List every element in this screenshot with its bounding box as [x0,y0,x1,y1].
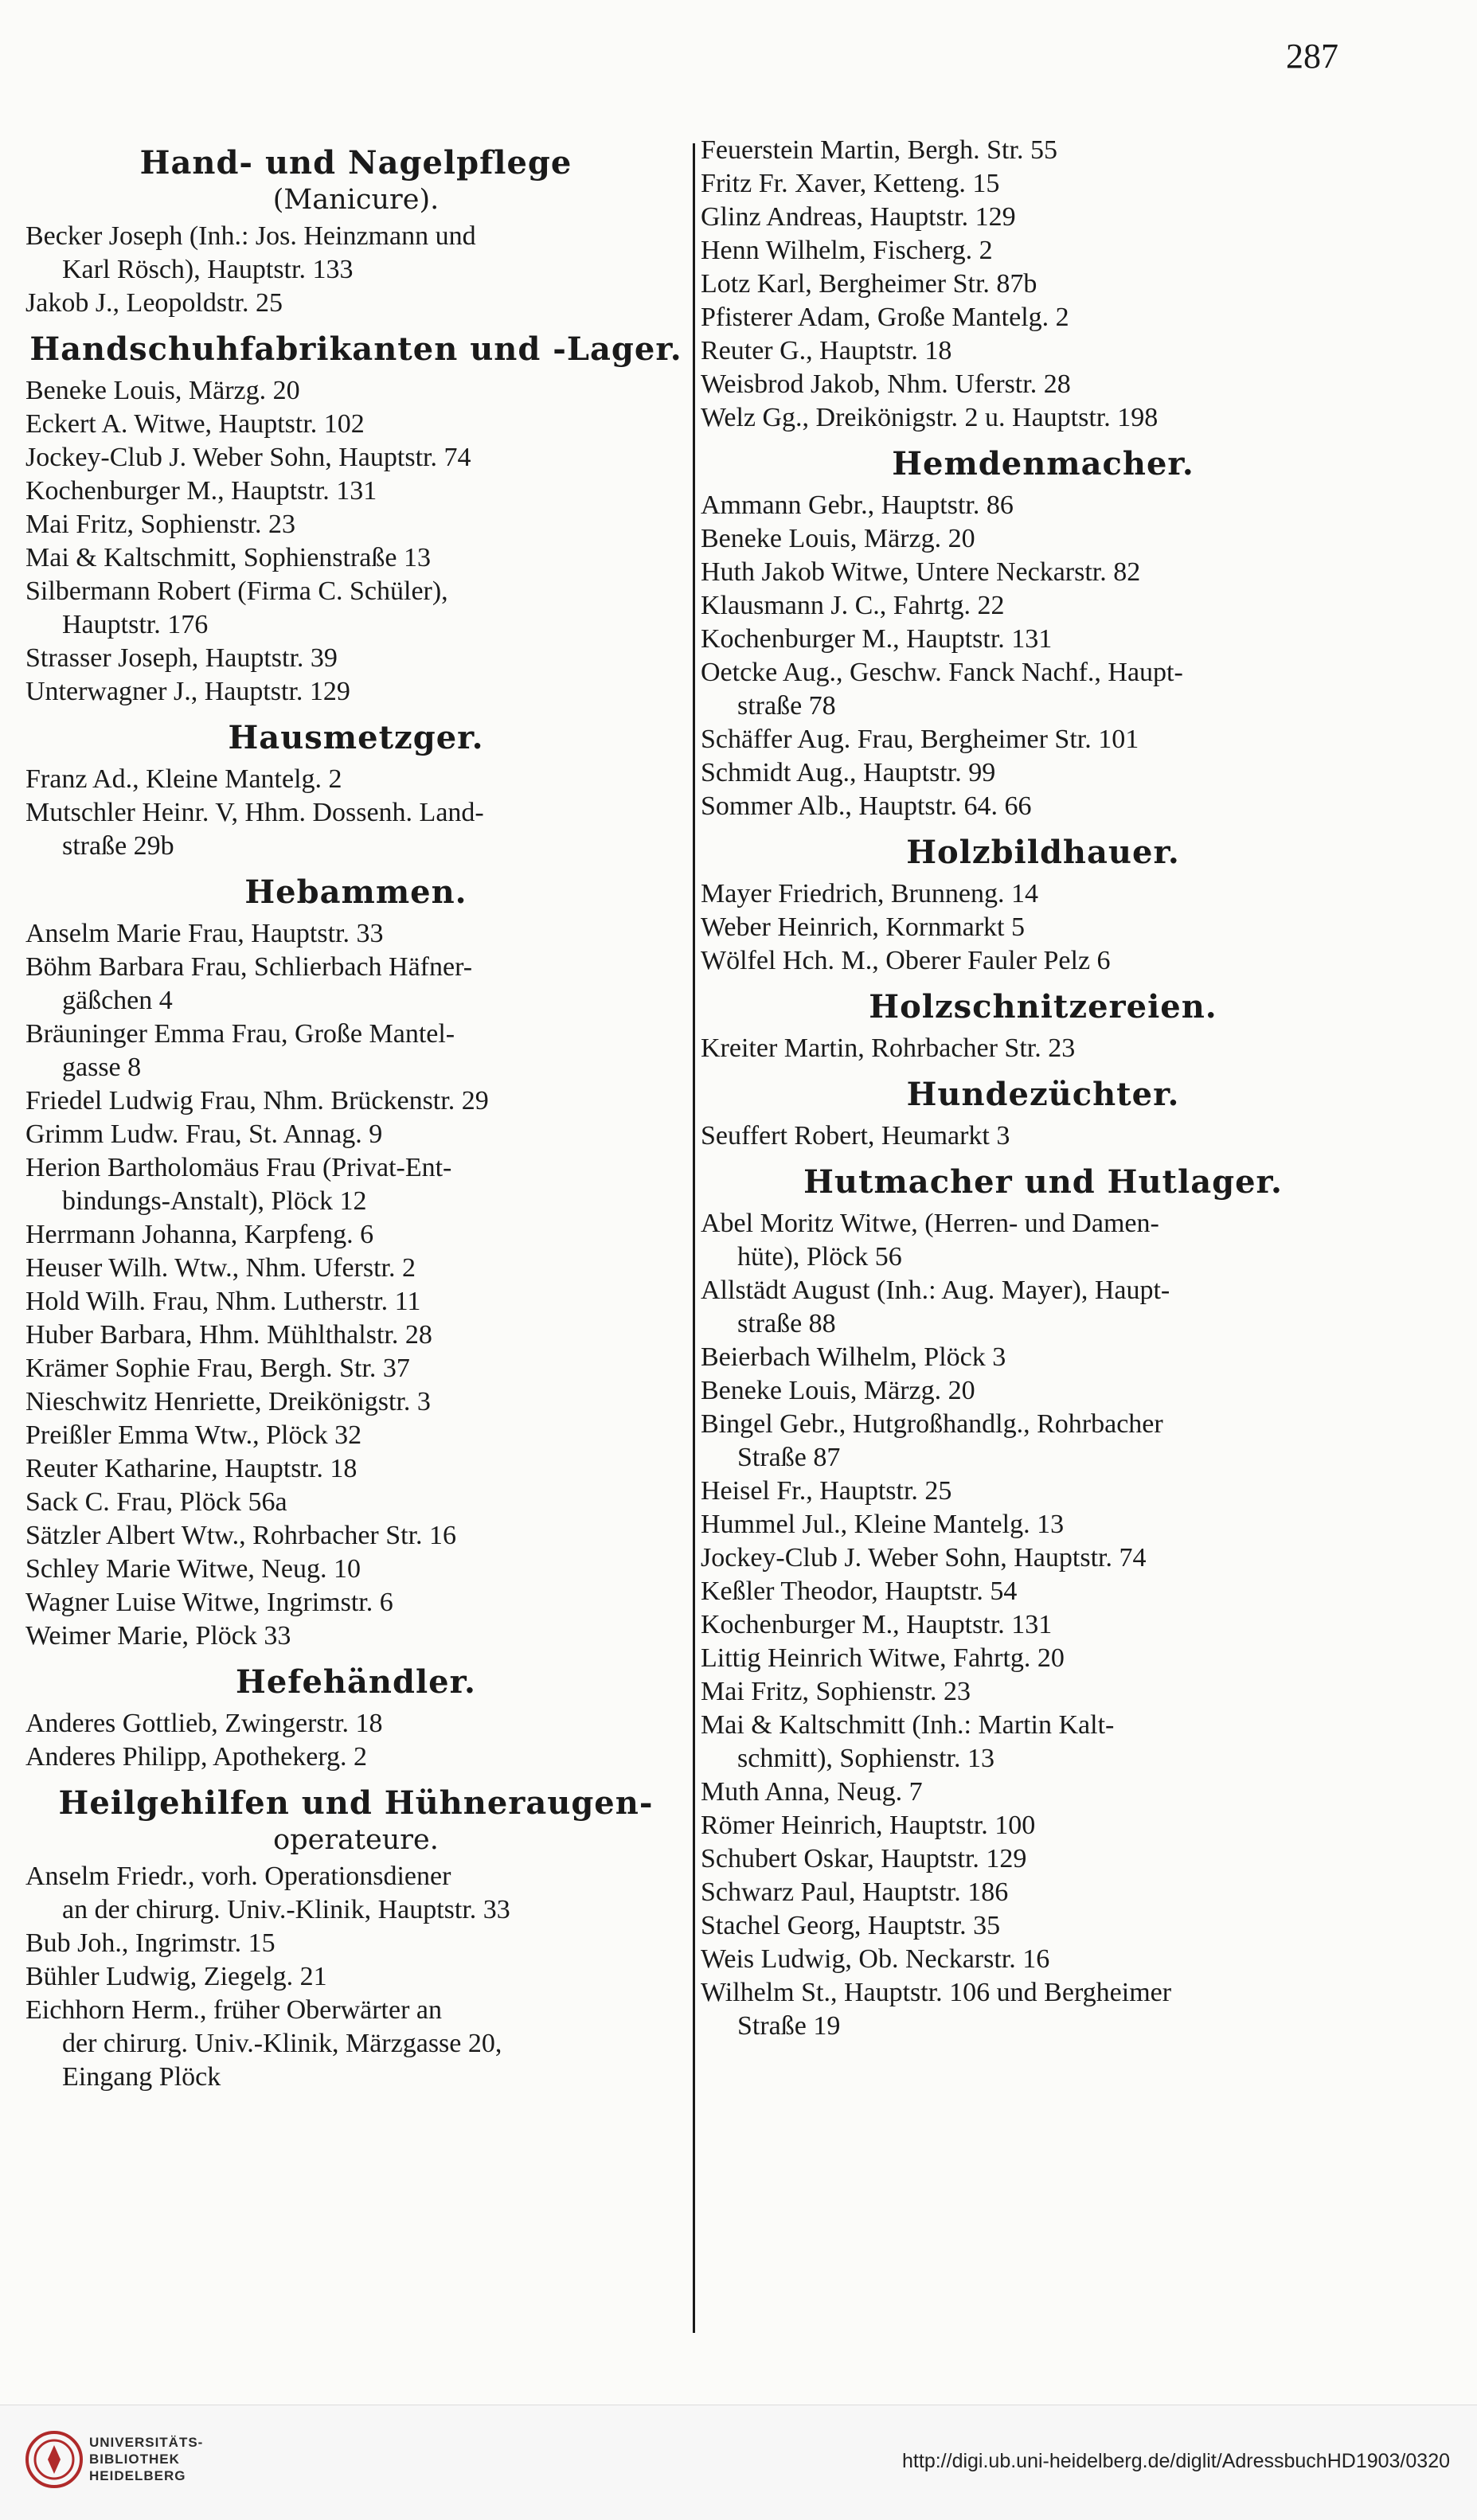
entry-line: Kreiter Martin, Rohrbacher Str. 23 [701,1033,1076,1063]
directory-entry [25,1352,686,1385]
entry-line: Sätzler Albert Wtw., Rohrbacher Str. 16 [25,1521,457,1550]
entry-line: Friedel Ludwig Frau, Nhm. Brückenstr. 29 [25,1086,489,1115]
entry-line: Lotz Karl, Bergheimer Str. 87b [701,269,1037,299]
directory-entry [25,1586,686,1619]
directory-entry [701,522,1385,556]
directory-entry [25,408,686,441]
entry-line: Bingel Gebr., Hutgroßhandlg., Rohrbacher [701,1409,1163,1439]
entry-continuation: straße 78 [737,691,836,721]
entry-line: Heisel Fr., Hauptstr. 25 [701,1476,952,1506]
directory-entry [701,1842,1385,1876]
directory-entry [25,1486,686,1519]
library-name-line: BIBLIOTHEK [89,2452,180,2467]
directory-entry [25,1218,686,1252]
directory-entry [701,656,1385,723]
directory-entry [701,1341,1385,1374]
directory-entry [701,1809,1385,1842]
section-subheading: operateure. [273,1824,439,1856]
directory-entry [701,1608,1385,1642]
entry-line: Klausmann J. C., Fahrtg. 22 [701,591,1005,620]
directory-entry [701,1475,1385,1508]
entry-line: Huber Barbara, Hhm. Mühlthalstr. 28 [25,1320,432,1350]
entry-line: Bub Joh., Ingrimstr. 15 [25,1928,275,1958]
directory-entry [701,589,1385,623]
entry-line: Schmidt Aug., Hauptstr. 99 [701,758,996,787]
entry-line: Feuerstein Martin, Bergh. Str. 55 [701,135,1057,165]
directory-entry [25,475,686,508]
directory-entry [701,368,1385,401]
directory-entry [701,1374,1385,1408]
entry-line: Kochenburger M., Hauptstr. 131 [25,476,377,506]
directory-entry [701,234,1385,268]
directory-entry [25,1151,686,1218]
section-heading: Hausmetzger. [228,719,484,756]
section-heading: Hefehändler. [236,1663,476,1701]
entry-line: Weis Ludwig, Ob. Neckarstr. 16 [701,1944,1050,1974]
directory-entry [25,575,686,642]
entry-line: Glinz Andreas, Hauptstr. 129 [701,202,1016,232]
directory-entry [701,167,1385,201]
directory-entry [701,401,1385,435]
entry-line: Beneke Louis, Märzg. 20 [25,376,300,405]
entry-line: Mai & Kaltschmitt, Sophienstraße 13 [25,543,431,572]
section-heading: Hutmacher und Hutlager. [803,1163,1283,1201]
section-subheading: (Manicure). [272,184,440,216]
entry-line: Mutschler Heinr. V, Hhm. Dossenh. Land- [25,798,484,827]
entry-continuation: Karl Rösch), Hauptstr. 133 [62,255,354,284]
section-heading: Handschuhfabrikanten und -Lager. [29,330,682,368]
entry-line: Eichhorn Herm., früher Oberwärter an [25,1995,442,2025]
entry-line: Becker Joseph (Inh.: Jos. Heinzmann und [25,221,476,251]
entry-continuation: bindungs-Anstalt), Plöck 12 [62,1186,367,1216]
entry-continuation: schmitt), Sophienstr. 13 [737,1744,994,1773]
directory-entry [25,1419,686,1452]
entry-continuation: straße 88 [737,1309,836,1338]
entry-line: Jockey-Club J. Weber Sohn, Hauptstr. 74 [701,1543,1147,1573]
page-number: 287 [1286,37,1338,76]
entry-continuation: Straße 87 [737,1443,841,1472]
university-seal-icon [22,2428,86,2491]
directory-entry [25,1285,686,1319]
entry-line: Anderes Gottlieb, Zwingerstr. 18 [25,1709,383,1738]
entry-line: Weimer Marie, Plöck 33 [25,1621,291,1651]
entry-line: Franz Ad., Kleine Mantelg. 2 [25,764,342,794]
entry-line: Bräuninger Emma Frau, Große Mantel- [25,1019,455,1049]
entry-line: Beierbach Wilhelm, Plöck 3 [701,1342,1006,1372]
section-heading: Hebammen. [244,873,467,911]
entry-line: Schubert Oskar, Hauptstr. 129 [701,1844,1027,1873]
directory-entry [25,1619,686,1653]
directory-entry [25,1018,686,1084]
entry-line: Wilhelm St., Hauptstr. 106 und Bergheimer [701,1978,1172,2007]
entry-line: Herion Bartholomäus Frau (Privat-Ent- [25,1153,452,1182]
directory-entry [701,1119,1385,1153]
entry-line: Beneke Louis, Märzg. 20 [701,524,975,553]
entry-line: Hummel Jul., Kleine Mantelg. 13 [701,1510,1065,1539]
directory-entry [701,1909,1385,1943]
entry-line: Seuffert Robert, Heumarkt 3 [701,1121,1010,1151]
directory-entry [25,287,686,320]
entry-line: Stachel Georg, Hauptstr. 35 [701,1911,1001,1940]
directory-entry [25,1927,686,1960]
entry-line: Mai Fritz, Sophienstr. 23 [25,510,296,539]
directory-entry [701,1541,1385,1575]
entry-line: Römer Heinrich, Hauptstr. 100 [701,1811,1036,1840]
directory-entry [25,917,686,951]
directory-entry [701,1274,1385,1341]
entry-line: Strasser Joseph, Hauptstr. 39 [25,643,338,673]
directory-entry [25,1118,686,1151]
directory-entry [701,911,1385,944]
directory-entry [25,441,686,475]
entry-line: Schwarz Paul, Hauptstr. 186 [701,1877,1009,1907]
directory-entry [25,675,686,709]
directory-entry [701,1575,1385,1608]
entry-line: Weber Heinrich, Kornmarkt 5 [701,912,1026,942]
section-heading: Heilgehilfen und Hühneraugen- [58,1784,654,1822]
entry-line: Abel Moritz Witwe, (Herren- und Damen- [701,1209,1159,1238]
entry-line: Allstädt August (Inh.: Aug. Mayer), Haupt- [701,1276,1170,1305]
directory-entry [701,1642,1385,1675]
entry-line: Jockey-Club J. Weber Sohn, Hauptstr. 74 [25,443,471,472]
entry-line: Unterwagner J., Hauptstr. 129 [25,677,350,706]
source-url-link[interactable]: http://digi.ub.uni-heidelberg.de/diglit/AdressbuchHD1903/0320 [902,2450,1450,2472]
left-column [25,134,686,2094]
directory-entry [701,1776,1385,1809]
directory-entry [25,1252,686,1285]
entry-line: Grimm Ludw. Frau, St. Annag. 9 [25,1119,383,1149]
entry-line: Reuter G., Hauptstr. 18 [701,336,952,365]
directory-entry [701,1032,1385,1065]
entry-continuation: hüte), Plöck 56 [737,1242,902,1272]
directory-entry [25,541,686,575]
directory-entry [25,642,686,675]
library-name-line: UNIVERSITÄTS- [89,2435,204,2450]
entry-line: Kochenburger M., Hauptstr. 131 [701,624,1053,654]
section-heading: Holzschnitzereien. [869,988,1217,1026]
directory-entry [25,220,686,287]
entry-line: Schley Marie Witwe, Neug. 10 [25,1554,361,1584]
directory-entry [25,951,686,1018]
directory-entry [25,1519,686,1553]
entry-continuation: Eingang Plöck [62,2062,221,2092]
directory-entry [701,877,1385,911]
entry-line: Mayer Friedrich, Brunneng. 14 [701,879,1038,908]
entry-line: Keßler Theodor, Hauptstr. 54 [701,1576,1018,1606]
entry-continuation: straße 29b [62,831,174,861]
directory-entry [701,201,1385,234]
entry-continuation: Hauptstr. 176 [62,610,209,639]
entry-line: Preißler Emma Wtw., Plöck 32 [25,1420,362,1450]
entry-line: Beneke Louis, Märzg. 20 [701,1376,975,1405]
entry-line: Böhm Barbara Frau, Schlierbach Häfner- [25,952,473,982]
entry-line: Sommer Alb., Hauptstr. 64. 66 [701,791,1032,821]
directory-entry [25,1319,686,1352]
footer-bar [0,2405,1477,2520]
column-divider [693,143,695,2333]
section-heading: Hand- und Nagelpflege [139,144,572,182]
entry-line: Silbermann Robert (Firma C. Schüler), [25,576,448,606]
directory-entry [25,1385,686,1419]
entry-line: Mai Fritz, Sophienstr. 23 [701,1677,971,1706]
library-name [89,2434,203,2484]
directory-entry [701,790,1385,823]
directory-entry [25,1994,686,2094]
directory-entry [25,1452,686,1486]
entry-line: Kochenburger M., Hauptstr. 131 [701,1610,1053,1639]
section-heading: Hundezüchter. [906,1076,1180,1113]
entry-line: Muth Anna, Neug. 7 [701,1777,923,1807]
entry-line: Krämer Sophie Frau, Bergh. Str. 37 [25,1354,410,1383]
entry-line: Welz Gg., Dreikönigstr. 2 u. Hauptstr. 198 [701,403,1159,432]
directory-entry [701,301,1385,334]
entry-line: Weisbrod Jakob, Nhm. Uferstr. 28 [701,369,1071,399]
library-name-line: HEIDELBERG [89,2468,186,2483]
directory-entry [701,1943,1385,1976]
directory-entry [701,944,1385,978]
directory-entry [701,1408,1385,1475]
entry-line: Herrmann Johanna, Karpfeng. 6 [25,1220,374,1249]
right-column [701,134,1385,2043]
entry-line: Reuter Katharine, Hauptstr. 18 [25,1454,358,1483]
entry-line: Huth Jakob Witwe, Untere Neckarstr. 82 [701,557,1141,587]
directory-entry [701,134,1385,167]
directory-entry [701,268,1385,301]
directory-entry [25,1860,686,1927]
directory-entry [701,1876,1385,1909]
entry-continuation: der chirurg. Univ.-Klinik, Märzgasse 20, [62,2029,502,2058]
entry-line: Henn Wilhelm, Fischerg. 2 [701,236,993,265]
directory-entry [701,334,1385,368]
entry-line: Ammann Gebr., Hauptstr. 86 [701,490,1014,520]
entry-line: Anderes Philipp, Apothekerg. 2 [25,1742,368,1772]
section-heading: Holzbildhauer. [906,834,1180,871]
entry-line: Nieschwitz Henriette, Dreikönigstr. 3 [25,1387,431,1416]
directory-entry [25,1553,686,1586]
entry-line: Pfisterer Adam, Große Mantelg. 2 [701,303,1069,332]
section-heading: Hemdenmacher. [892,445,1194,483]
entry-continuation: gäßchen 4 [62,986,173,1015]
directory-entry [701,1207,1385,1274]
directory-entry [701,1709,1385,1776]
entry-line: Heuser Wilh. Wtw., Nhm. Uferstr. 2 [25,1253,416,1283]
directory-entry [25,1707,686,1741]
entry-line: Hold Wilh. Frau, Nhm. Lutherstr. 11 [25,1287,421,1316]
entry-continuation: gasse 8 [62,1053,142,1082]
entry-continuation: an der chirurg. Univ.-Klinik, Hauptstr. 33 [62,1895,510,1924]
directory-entry [25,1084,686,1118]
entry-line: Mai & Kaltschmitt (Inh.: Martin Kalt- [701,1710,1115,1740]
entry-line: Sack C. Frau, Plöck 56a [25,1487,287,1517]
directory-entry [25,1960,686,1994]
entry-line: Littig Heinrich Witwe, Fahrtg. 20 [701,1643,1065,1673]
directory-entry [701,723,1385,756]
directory-entry [701,556,1385,589]
directory-entry [701,623,1385,656]
entry-line: Anselm Marie Frau, Hauptstr. 33 [25,919,384,948]
directory-entry [25,374,686,408]
entry-line: Oetcke Aug., Geschw. Fanck Nachf., Haupt- [701,658,1183,687]
entry-line: Bühler Ludwig, Ziegelg. 21 [25,1962,327,1991]
directory-entry [25,763,686,796]
entry-line: Schäffer Aug. Frau, Bergheimer Str. 101 [701,725,1139,754]
directory-entry [701,1508,1385,1541]
directory-entry [701,756,1385,790]
entry-line: Wölfel Hch. M., Oberer Fauler Pelz 6 [701,946,1111,975]
entry-line: Anselm Friedr., vorh. Operationsdiener [25,1862,451,1891]
directory-entry [701,1675,1385,1709]
entry-continuation: Straße 19 [737,2011,841,2041]
directory-entry [701,489,1385,522]
entry-line: Eckert A. Witwe, Hauptstr. 102 [25,409,365,439]
entry-line: Jakob J., Leopoldstr. 25 [25,288,283,318]
directory-entry [25,508,686,541]
directory-entry [25,1741,686,1774]
entry-line: Fritz Fr. Xaver, Ketteng. 15 [701,169,1000,198]
directory-entry [701,1976,1385,2043]
entry-line: Wagner Luise Witwe, Ingrimstr. 6 [25,1588,393,1617]
directory-entry [25,796,686,863]
